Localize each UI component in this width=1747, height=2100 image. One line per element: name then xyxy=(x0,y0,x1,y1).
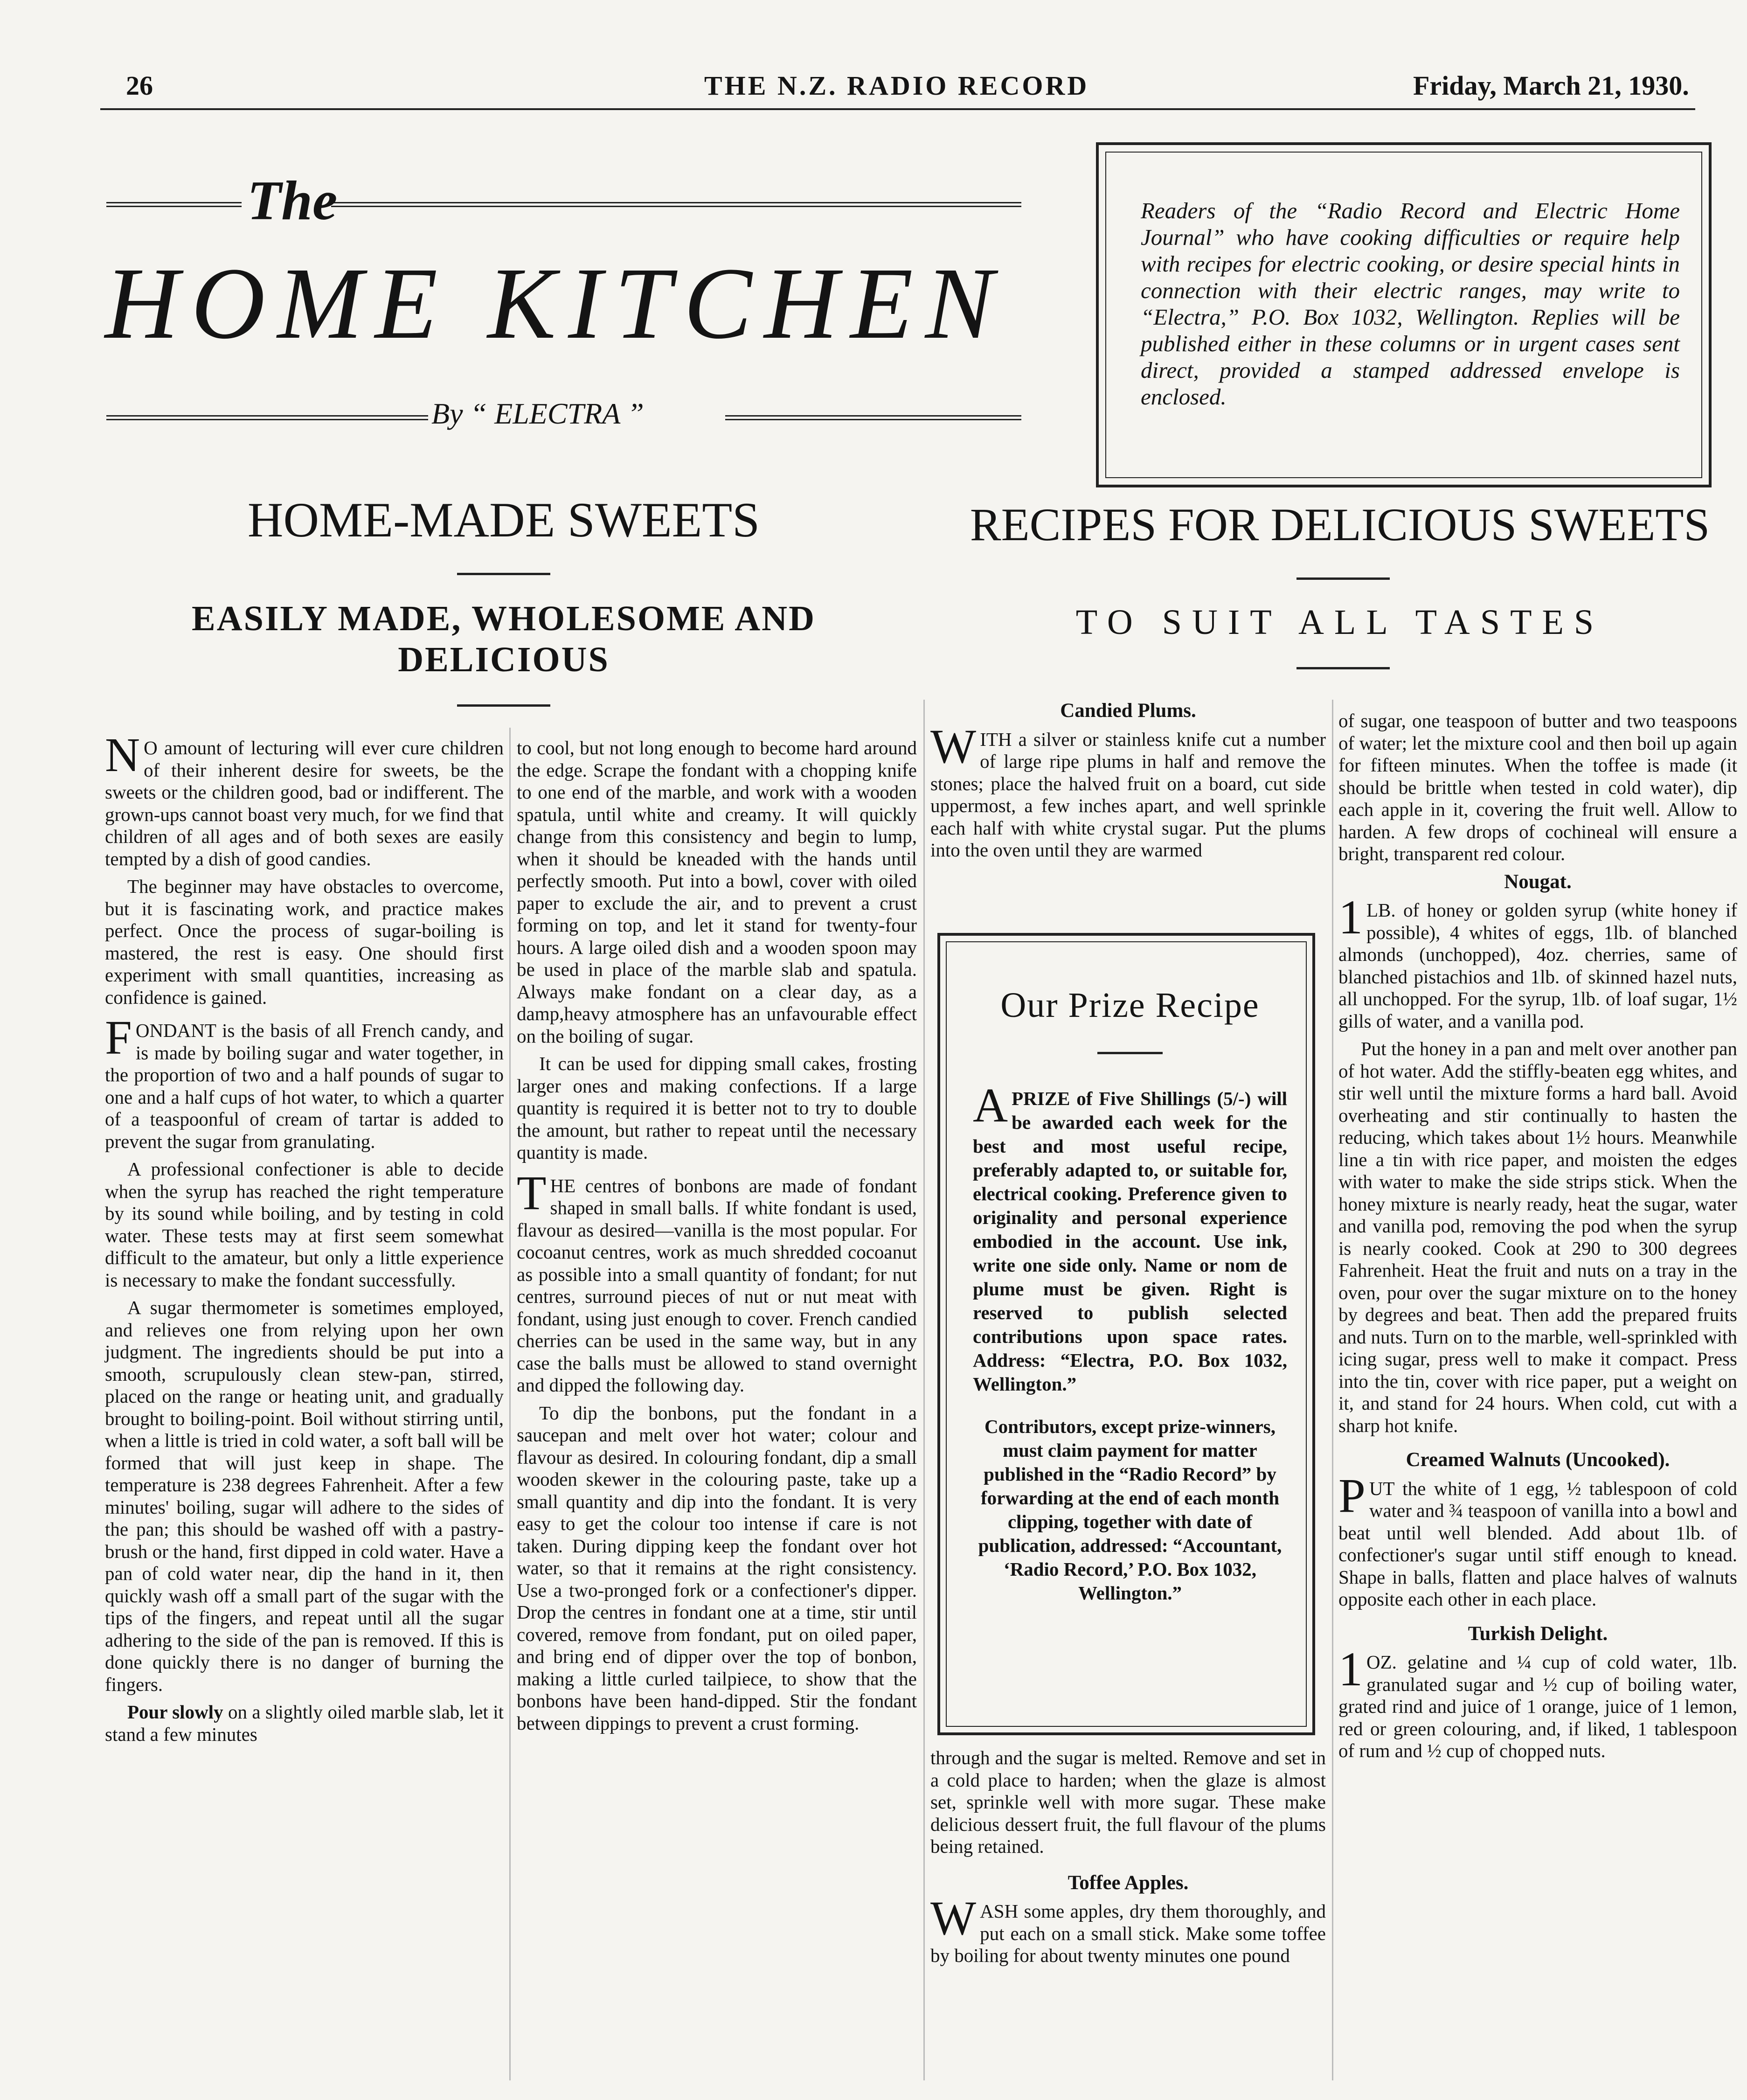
paragraph: Pour slowly on a slightly oiled marble slab, let it stand a few minutes xyxy=(105,1701,504,1745)
masthead-rule-left-top xyxy=(106,202,242,207)
recipe-title-turkish-delight: Turkish Delight. xyxy=(1468,1622,1608,1645)
article-column-3-bottom xyxy=(930,1747,1326,1973)
article-column-3-top xyxy=(930,695,1326,867)
article-column-1 xyxy=(105,728,504,1751)
drop-cap: N xyxy=(105,728,140,782)
left-headline: HOME-MADE SWEETS xyxy=(247,493,760,547)
page-number: 26 xyxy=(126,70,153,101)
column-divider-2 xyxy=(923,700,925,2080)
reader-notice-box xyxy=(1096,142,1712,487)
issue-date: Friday, March 21, 1930. xyxy=(1413,70,1689,101)
drop-cap: 1 xyxy=(1338,890,1363,944)
recipe-title-candied-plums: Candied Plums. xyxy=(1060,700,1196,722)
drop-cap: T xyxy=(517,1166,547,1220)
masthead-rule-right-top xyxy=(331,202,1021,207)
paragraph: WITH a silver or stainless knife cut a number of large ripe plums in half and remove the stones; place the halved fruit on a board, cut side uppermost, a few inches apart, and well sprinkle each half with white crystal sugar. Put the plums into the oven until they are warmed xyxy=(930,719,1326,861)
paragraph: 1 OZ. gelatine and ¼ cup of cold water, 1lb. granulated sugar and ½ cup of boiling water, grated rind and juice of 1 orange, juice of 1 lemon, red or green colouring, and, if liked, 1 tablespoon of rum and ½ cup of chopped nuts. xyxy=(1338,1642,1737,1761)
recipe-title-creamed-walnuts: Creamed Walnuts (Uncooked). xyxy=(1406,1449,1670,1471)
drop-cap: W xyxy=(930,719,977,773)
left-subheadline-rule xyxy=(457,704,550,707)
page-title: HOME KITCHEN xyxy=(105,246,1006,360)
prize-recipe-box xyxy=(937,933,1315,1735)
paragraph: A sugar thermometer is sometimes employed, and relieves one from relying upon her own judgment. The ingredients should be put into a smooth, scrupulously clean stew-pan, stirred, placed on the range or heating unit, and gradually brought to boiling-point. Boil without stirring until, when a little is tried in cold water, a soft ball will be formed that will just keep in shape. The temperature is 238 degrees Fahrenheit. After a few minutes' boiling, sugar will adhere to the sides of the pan; this should be washed off with a pastry-brush or the hand, first dipped in cold water. Have a pan of cold water near, dip the hand in it, then quickly wash off a small part of the sugar with the tips of the fingers, and repeat until all the sugar adhering to the side of the pan is removed. If this is done quickly there is no danger of burning the fingers. xyxy=(105,1297,504,1695)
article-column-2 xyxy=(517,737,917,1740)
prize-rule xyxy=(1097,1052,1163,1054)
paragraph: of sugar, one teaspoon of butter and two teaspoons of water; let the mixture cool and then boil up again for fifteen minutes. When the toffee is made (it should be brittle when tested in cold water), dip each apple in it, covering the fruit well. Allow to harden. A few drops of cochineal will ensure a bright, transparent red colour. xyxy=(1338,710,1737,864)
drop-cap: A xyxy=(973,1078,1008,1132)
header-rule xyxy=(100,108,1695,110)
byline: By “ ELECTRA ” xyxy=(431,397,644,430)
recipe-title-toffee-apples: Toffee Apples. xyxy=(1068,1871,1189,1894)
right-subheadline-rule xyxy=(1296,667,1390,669)
prize-text: APRIZE of Five Shillings (5/-) will be awarded each week for the best and most useful recipe, preferably adapted to, or suitable for, electrical cooking. Preference given to originality and personal experience embodied in the account. Use ink, write one side only. Name or nom de plume must be given. Right is reserved to publish selected contributions upon space rates. Address: “Electra, P.O. Box 1032, Wellington.” xyxy=(973,1078,1287,1395)
publication-name: THE N.Z. RADIO RECORD xyxy=(704,70,1089,101)
recipe-title-nougat: Nougat. xyxy=(1504,870,1572,893)
right-headline: RECIPES FOR DELICIOUS SWEETS xyxy=(970,499,1710,550)
paragraph: 1 LB. of honey or golden syrup (white honey if possible), 4 whites of eggs, 1lb. of blanched almonds (unchopped), 4oz. cherries, same of blanched pistachios and 1lb. of skinned hazel nuts, all unchopped. For the syrup, 1lb. of loaf sugar, 1½ gills of water, and a vanilla pod. xyxy=(1338,890,1737,1032)
paragraph: A professional confectioner is able to decide when the syrup has reached the right temperature by its sound while boiling, and by testing in cold water. These tests may at first seem somewhat difficult to the amateur, but only a little experience is necessary to make the fondant successfully. xyxy=(105,1158,504,1291)
paragraph: THE centres of bonbons are made of fondant shaped in small balls. If white fondant is used, flavour as desired—vanilla is the most popular. For cocoanut centres, work as much shredded cocoanut as possible into a small quantity of fondant; for nut centres, surround pieces of nut or nut meat with fondant, using just enough to cover. French candied cherries can be used in the same way, but in any case the balls must be allowed to stand overnight and dipped the following day. xyxy=(517,1166,917,1396)
paragraph: N O amount of lecturing will ever cure children of their inherent desire for sweets, be the sweets or the children good, bad or indifferent. The grown-ups cannot boast very much, for we find that children of all ages and of both sexes are easily tempted by a dish of good candies. xyxy=(105,728,504,869)
article-column-4 xyxy=(1338,710,1737,1768)
paragraph: PUT the white of 1 egg, ½ tablespoon of cold water and ¾ teaspoon of vanilla into a bowl and beat until well blended. Add about 1lb. of confectioner's sugar until stiff enough to knead. Shape in balls, flatten and place halves of walnuts opposite each other in each place. xyxy=(1338,1468,1737,1610)
paragraph: The beginner may have obstacles to overcome, but it is fascinating work, and practice makes perfect. Once the process of sugar-boiling is mastered, the rest is easy. One should first experiment with small quantities, increasing as confidence is gained. xyxy=(105,876,504,1008)
paragraph: through and the sugar is melted. Remove and set in a cold place to harden; when the glaze is almost set, sprinkle well with more sugar. These make delicious dessert fruit, the full flavour of the plums being retained. xyxy=(930,1747,1326,1857)
paragraph: WASH some apples, dry them thoroughly, and put each on a small stick. Make some toffee by boiling for about twenty minutes one pound xyxy=(930,1891,1326,1966)
column-divider-1 xyxy=(509,728,511,2080)
masthead-the: The xyxy=(247,169,338,231)
paragraph: FONDANT is the basis of all French candy, and is made by boiling sugar and water together, in the proportion of two and a half pounds of sugar to one and a half cups of hot water, to which a quarter of a teaspoonful of cream of tartar is added to prevent the sugar from granulating. xyxy=(105,1011,504,1152)
contributor-notice: Contributors, except prize-winners, must claim payment for matter published in the “Radio Record” by forwarding at the end of each month clipping, together with date of publication, addressed: “Accountant, ‘Radio Record,’ P.O. Box 1032, Wellington.” xyxy=(978,1416,1282,1604)
prize-heading: Our Prize Recipe xyxy=(1000,986,1260,1025)
left-headline-rule xyxy=(457,573,550,575)
right-subheadline: TO SUIT ALL TASTES xyxy=(1075,603,1604,642)
drop-cap: 1 xyxy=(1338,1642,1363,1696)
drop-cap: F xyxy=(105,1011,132,1064)
drop-cap: W xyxy=(930,1891,977,1945)
column-divider-3 xyxy=(1332,700,1333,2080)
reader-notice-text: Readers of the “Radio Record and Electric Home Journal” who have cooking difficulties or require help with recipes for electric cooking, or desire special hints in connection with their electric ranges, may write to “Electra,” P.O. Box 1032, Wellington. Replies will be published either in these columns or in urgent cases sent direct, provided a stamped addressed envelope is enclosed. xyxy=(1141,198,1680,410)
masthead-rule-left-bottom xyxy=(106,415,428,420)
paragraph: It can be used for dipping small cakes, frosting larger ones and making confections. If a large quantity is required it is better not to try to double the amount, but rather to repeat until the necessary quantity is made. xyxy=(517,1053,917,1163)
masthead-rule-right-bottom xyxy=(725,415,1021,420)
paragraph: Put the honey in a pan and melt over another pan of hot water. Add the stiffly-beaten egg whites, and stir well until the mixture forms a hard ball. Avoid overheating and stir continually to hasten the reducing, which takes about 1½ hours. Meanwhile line a tin with rice paper, and moisten the edges with water to make the side strips stick. When the honey mixture is nearly ready, heat the sugar, water and vanilla pod, removing the pod when the syrup is nearly cooked. Cook at 290 to 300 degrees Fahrenheit. Heat the fruit and nuts on a tray in the oven, pour over the sugar mixture on to the honey by degrees and beat. Then add the prepared fruits and nuts. Turn on to the marble, well-sprinkled with icing sugar, press well to make it compact. Press into the tin, cover with rice paper, put a weight on it, and stand for 24 hours. When cold, cut with a sharp hot knife. xyxy=(1338,1038,1737,1436)
paragraph: To dip the bonbons, put the fondant in a saucepan and melt over hot water; colour and flavour as desired. In colouring fondant, dip a small wooden skewer in the colouring paste, take up a small quantity and dip into the fondant. It is very easy to get the colour too intense if care is not taken. During dipping keep the fondant over hot water, so that it remains at the right consistency. Use a two-pronged fork or a confectioner's dipper. Drop the centres in fondant one at a time, stir until covered, remove from fondant, put on oiled paper, and bring end of dipper over the top of bonbon, making a little curled tailpiece, to show that the bonbons have been hand-dipped. Stir the fondant between dippings to prevent a crust forming. xyxy=(517,1402,917,1734)
left-subheadline: EASILY MADE, WHOLESOME AND DELICIOUS xyxy=(192,599,816,679)
paragraph: to cool, but not long enough to become hard around the edge. Scrape the fondant with a chopping knife to one end of the marble, and work with a wooden spatula, until white and creamy. It will quickly change from this consistency and begin to lump, when it should be kneaded with the hands until perfectly smooth. Put into a bowl, cover with oiled paper to exclude the air, and to prevent a crust forming on top, and let it stand for twenty-four hours. A large oiled dish and a wooden spoon may be used in place of the marble slab and spatula. Always make fondant on a clear day, as a damp,heavy atmosphere has an unfavourable effect on the boiling of sugar. xyxy=(517,737,917,1047)
drop-cap: P xyxy=(1338,1468,1366,1523)
right-headline-rule xyxy=(1296,577,1390,580)
